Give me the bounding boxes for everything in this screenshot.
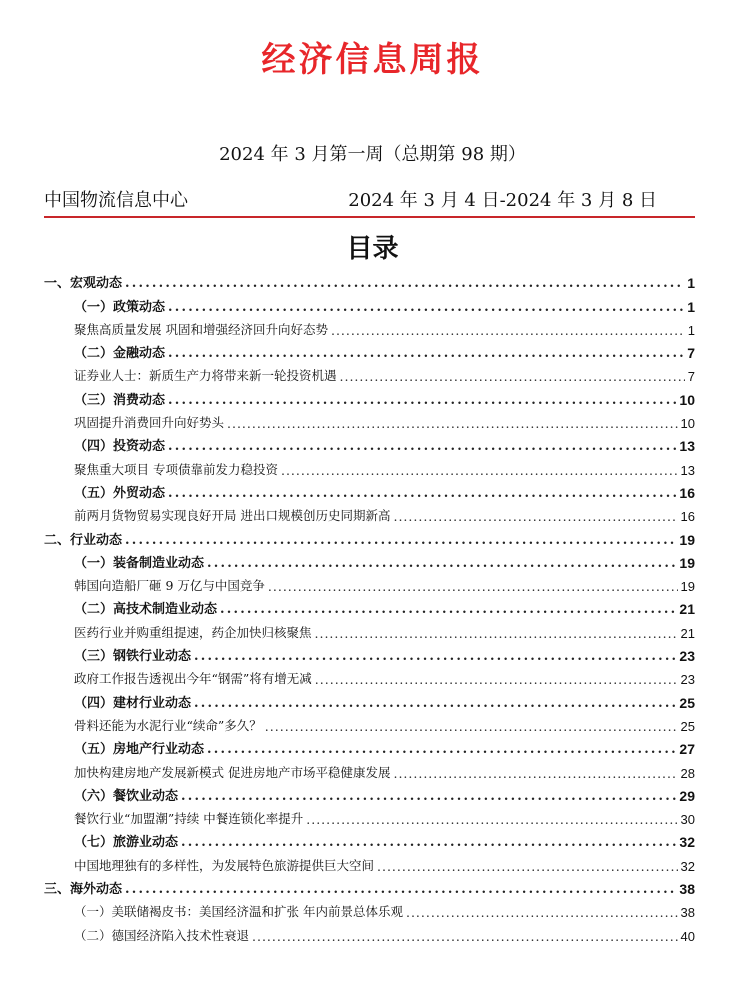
toc-entry-title: 加快构建房地产发展新模式 促进房地产市场平稳健康发展 — [74, 764, 391, 780]
toc-entry[interactable] — [44, 478, 695, 501]
toc-entry-page: 29 — [679, 787, 695, 804]
toc-entry-page: 28 — [680, 765, 695, 781]
toc-entry-title: 证券业人士：新质生产力将带来新一轮投资机遇 — [74, 368, 337, 384]
toc-entry[interactable] — [44, 874, 695, 897]
toc-leader-dots — [393, 509, 677, 524]
toc-entry-page: 21 — [679, 601, 695, 618]
toc-entry-title: 餐饮行业“加盟潮”持续 中餐连锁化率提升 — [74, 811, 304, 827]
toc-entry-title: 三、海外动态 — [44, 882, 123, 898]
toc-leader-dots — [265, 719, 678, 734]
toc-entry[interactable] — [44, 711, 695, 734]
toc-entry-title: （四）投资动态 — [74, 439, 166, 455]
toc-entry-page: 7 — [687, 345, 695, 362]
toc-entry-title: （一）政策动态 — [74, 299, 166, 315]
toc-entry-page: 19 — [680, 579, 695, 595]
toc-entry-title: 聚焦重大项目 专项债靠前发力稳投资 — [74, 461, 278, 477]
toc-entry-page: 27 — [679, 741, 695, 758]
toc-entry-page: 19 — [679, 531, 695, 548]
toc-entry[interactable] — [44, 617, 695, 640]
toc-entry-title: （七）旅游业动态 — [74, 835, 179, 851]
toc-leader-dots — [252, 929, 678, 944]
toc-leader-dots — [340, 369, 685, 384]
toc-leader-dots — [207, 742, 676, 757]
toc-leader-dots — [181, 789, 676, 804]
toc-leader-dots — [406, 905, 678, 920]
toc-entry[interactable] — [44, 268, 695, 291]
toc-entry-page: 40 — [680, 928, 695, 944]
toc-entry[interactable] — [44, 804, 695, 827]
toc-entry-title: 韩国向造船厂砸 9 万亿与中国竞争 — [74, 578, 265, 594]
date-range: 2024 年 3 月 4 日-2024 年 3 月 8 日 — [348, 190, 657, 211]
toc-leader-dots — [393, 766, 677, 781]
toc-entry[interactable] — [44, 454, 695, 477]
toc-entry-page: 32 — [680, 858, 695, 874]
toc-entry-page: 23 — [680, 672, 695, 688]
toc-leader-dots — [315, 626, 678, 641]
toc-entry[interactable] — [44, 897, 695, 920]
toc-entry-page: 32 — [679, 834, 695, 851]
organization-name: 中国物流信息中心 — [44, 190, 188, 211]
toc-leader-dots — [227, 416, 678, 431]
toc-entry-page: 1 — [687, 275, 695, 292]
toc-entry-title: （三）钢铁行业动态 — [74, 649, 192, 665]
toc-title: 目录 — [346, 234, 399, 264]
toc-entry-title: （一）美联储褐皮书：美国经济温和扩张 年内前景总体乐观 — [74, 904, 403, 920]
toc-leader-dots — [306, 812, 677, 827]
toc-entry-page: 25 — [680, 718, 695, 734]
toc-entry[interactable] — [44, 781, 695, 804]
toc-leader-dots — [268, 579, 678, 594]
toc-entry-page: 1 — [687, 298, 695, 315]
toc-entry[interactable] — [44, 664, 695, 687]
toc-entry-title: 医药行业并购重组提速，药企加快归核聚焦 — [74, 624, 312, 640]
toc-entry[interactable] — [44, 594, 695, 617]
toc-entry[interactable] — [44, 291, 695, 314]
toc-entry-page: 10 — [679, 391, 695, 408]
toc-entry-title: 中国地理独有的多样性，为发展特色旅游提供巨大空间 — [74, 857, 375, 873]
toc-entry-page: 23 — [679, 648, 695, 665]
toc-leader-dots — [125, 533, 676, 548]
toc-leader-dots — [168, 300, 684, 315]
toc-entry[interactable] — [44, 501, 695, 524]
toc-entry[interactable] — [44, 571, 695, 594]
toc-leader-dots — [315, 672, 678, 687]
toc-entry-page: 16 — [679, 484, 695, 501]
toc-entry-title: （二）德国经济陷入技术性衰退 — [74, 927, 250, 943]
toc-entry-title: 一、宏观动态 — [44, 276, 123, 292]
toc-entry-title: （五）房地产行业动态 — [74, 742, 205, 758]
toc-entry-title: （六）餐饮业动态 — [74, 788, 179, 804]
toc-leader-dots — [125, 276, 684, 291]
toc-entry-title: 二、行业动态 — [44, 532, 123, 548]
toc-leader-dots — [194, 696, 676, 711]
toc-leader-dots — [168, 346, 684, 361]
toc-entry[interactable] — [44, 734, 695, 757]
toc-leader-dots — [168, 486, 676, 501]
toc-leader-dots — [168, 439, 676, 454]
toc-entry-page: 30 — [680, 812, 695, 828]
toc-entry-page: 19 — [679, 554, 695, 571]
toc-entry-page: 7 — [687, 369, 695, 385]
toc-entry-title: （二）高技术制造业动态 — [74, 602, 218, 618]
toc-leader-dots — [168, 393, 676, 408]
report-title: 经济信息周报 — [261, 40, 484, 80]
toc-leader-dots — [125, 882, 676, 897]
toc-leader-dots — [207, 556, 676, 571]
toc-entry-title: 政府工作报告透视出今年“钢需”将有增无减 — [74, 671, 312, 687]
toc-entry-page: 10 — [680, 416, 695, 432]
toc-entry-page: 16 — [680, 509, 695, 525]
toc-entry-page: 13 — [680, 462, 695, 478]
toc-entry-page: 38 — [679, 881, 695, 898]
toc-entry-title: （四）建材行业动态 — [74, 695, 192, 711]
toc-leader-dots — [181, 835, 676, 850]
toc-entry[interactable] — [44, 850, 695, 873]
toc-entry-title: 聚焦高质量发展 巩固和增强经济回升向好态势 — [74, 321, 328, 337]
toc-entry-title: 巩固提升消费回升向好势头 — [74, 415, 225, 431]
toc-entry-title: （二）金融动态 — [74, 346, 166, 362]
toc-leader-dots — [281, 463, 678, 478]
toc-leader-dots — [377, 859, 678, 874]
toc-entry-page: 1 — [687, 322, 695, 338]
toc-entry[interactable] — [44, 641, 695, 664]
toc-leader-dots — [194, 649, 676, 664]
toc-entry-page: 21 — [680, 625, 695, 641]
table-of-contents — [44, 268, 695, 944]
toc-entry[interactable] — [44, 431, 695, 454]
toc-entry[interactable] — [44, 920, 695, 943]
toc-entry-title: 前两月货物贸易实现良好开局 进出口规模创历史同期新高 — [74, 508, 391, 524]
header-divider — [44, 216, 695, 218]
toc-leader-dots — [331, 323, 685, 338]
issue-line: 2024 年 3 月第一周（总期第 98 期） — [219, 144, 526, 165]
toc-entry[interactable] — [44, 338, 695, 361]
toc-entry-page: 25 — [679, 694, 695, 711]
toc-entry[interactable] — [44, 361, 695, 384]
toc-entry[interactable] — [44, 524, 695, 547]
toc-entry-page: 13 — [679, 438, 695, 455]
toc-entry[interactable] — [44, 408, 695, 431]
toc-entry[interactable] — [44, 315, 695, 338]
toc-entry[interactable] — [44, 827, 695, 850]
toc-entry-title: （五）外贸动态 — [74, 485, 166, 501]
toc-entry-title: 骨料还能为水泥行业“续命”多久？ — [74, 717, 262, 733]
toc-entry[interactable] — [44, 384, 695, 407]
toc-leader-dots — [220, 602, 676, 617]
toc-entry[interactable] — [44, 757, 695, 780]
toc-entry[interactable] — [44, 687, 695, 710]
toc-entry-page: 38 — [680, 905, 695, 921]
toc-entry-title: （三）消费动态 — [74, 392, 166, 408]
toc-entry[interactable] — [44, 548, 695, 571]
toc-entry-title: （一）装备制造业动态 — [74, 555, 205, 571]
